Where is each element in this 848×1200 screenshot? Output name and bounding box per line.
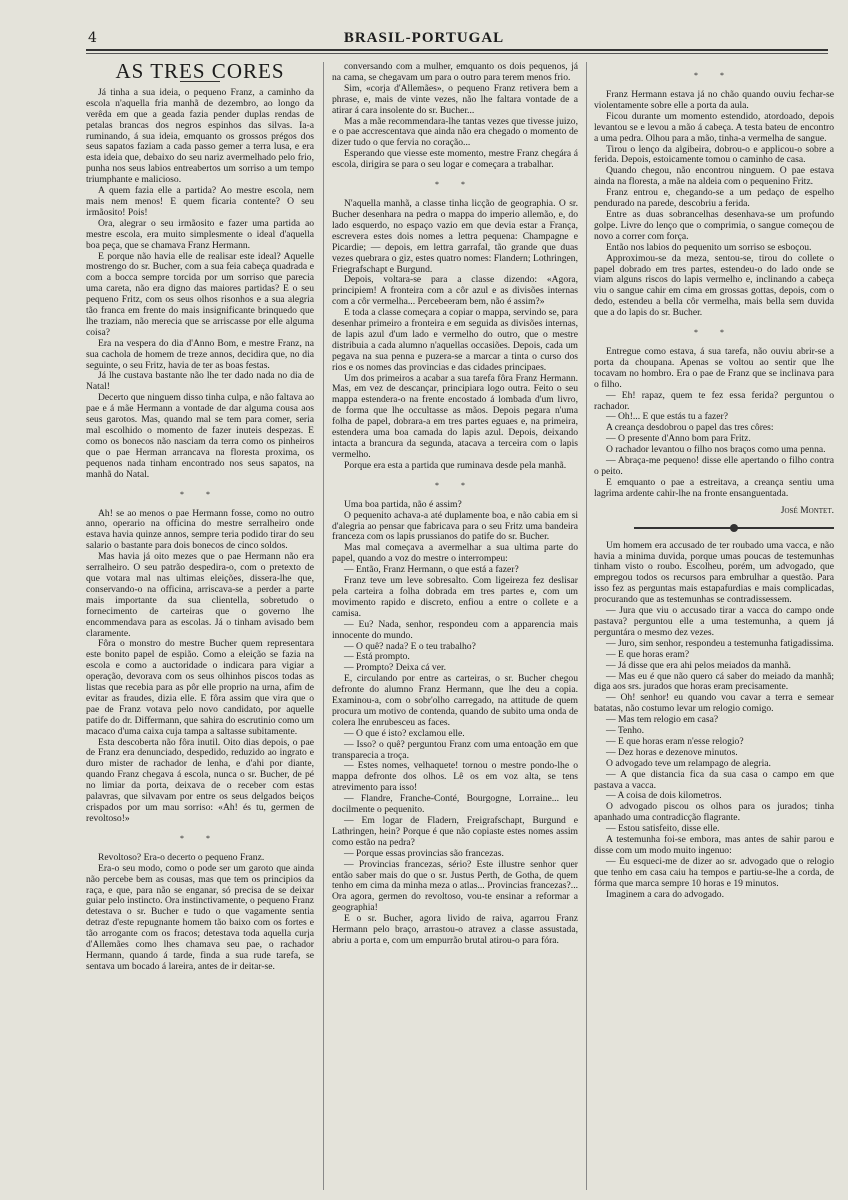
paragraph: — Em logar de Fladern, Freigrafschapt, Burgund e Lathringen, hein? Porque é que não copiaste estes nomes assim como estão na pedra? <box>332 815 578 848</box>
paragraph: E o sr. Bucher, agora livido de raiva, agarrou Franz Hermann pelo braço, arrastou-o atravez a classe assustada, abriu a porta e, com um empurrão brutal atirou-o para fóra. <box>332 913 578 946</box>
paragraph: Mas a mãe recommendara-lhe tantas vezes que tivesse juizo, e o pae accrescentava que ainda não era chegado o momento de dizer tudo o que fervia no coração... <box>332 115 578 149</box>
paragraph: Era-o seu modo, como o pode ser um garoto que ainda não percebe bem as cousas, mas que tem os principios da raça, e que, para não se enganar, só precisa de se deixar guiar pelo instincto. Ora instinctivamente, o pequeno Franz detestava o sr. Bucher e tudo o que vagamente sentia detraz d'este repugnante homem tão baixo com os fortes e tão arrogante com os fracos; detestava toda aquella curja d'Allemães como lhes chamava seu pae, o rachador Hermann, quando á tarde, finda a sua rude tarefa, se sentava um bocado á lareira, antes de ir deitar-se. <box>86 862 314 972</box>
paragraph: — Prompto? Deixa cá ver. <box>344 662 447 674</box>
paragraph: — O que é isto? exclamou elle. <box>344 727 465 739</box>
paragraph: A creança desdobrou o papel das tres côres: <box>606 422 774 434</box>
paragraph: Revoltoso? Era-o decerto o pequeno Franz. <box>98 851 265 863</box>
paragraph: E porque não havia elle de realisar este ideal? Aquelle mostrengo do sr. Bucher, com a sua feia cabeça quadrada e com a bocca sempre torcida por um sorriso que parecia uma careta, não era digno das maiores partidas? E o seu pequeno Fritz, com os seus olhos risonhos e a sua alegria tão franca em frente do mais insignificante brinquedo que lhe traziam, não merecia que se arriscasse por elle alguma coisa? <box>86 250 314 338</box>
col2-paragraphs-c <box>332 500 578 947</box>
paragraph: — A que distancia fica da sua casa o campo em que pastava a vacca. <box>594 768 834 791</box>
paragraph: — Então, Franz Hermann, o que está a fazer? <box>344 564 519 576</box>
paragraph: Mas havia já oito mezes que o pae Hermann não era serralheiro. O seu patrão despedira-o, com o pretexto de que votara mal nas ultimas eleições, dissera-lhe que, conservando-o na officina, arriscava-se a perder a parte mais importante da sua clientella, sobretudo o fornecimento de carteiras que o governo lhe encommendava para as escolas. Já o tinham avisado bem claramente. <box>86 551 314 639</box>
paragraph: — Eu? Nada, senhor, respondeu com a apparencia mais innocente do mundo. <box>332 618 578 641</box>
section-separator: * * <box>694 328 734 338</box>
story-title: AS TRES CORES <box>115 62 285 83</box>
story2-paragraphs <box>594 541 834 901</box>
paragraph: Sim, «corja d'Allemães», o pequeno Franz retivera bem a phrase, e, mais de vinte vezes, não lhe faltara vontade de a atirar á cara insolente do sr. Bucher... <box>332 82 578 116</box>
paragraph: — Oh! senhor! eu quando vou cavar a terra e semear batatas, não costumo levar um relogio comigo. <box>594 692 834 715</box>
paragraph: Depois, voltara-se para a classe dizendo: «Agora, principiem! A fronteira com a côr azul e as divisões internas com a côr vermelha... Percebeeram bem, não é assim?» <box>332 274 578 308</box>
paragraph: Já lhe custava bastante não lhe ter dado nada no dia de Natal! <box>86 370 314 393</box>
paragraph: — Estes nomes, velhaquete! tornou o mestre pondo-lhe o mappa defronte dos olhos. Lê os em voz alta, se tens atrevimento para isso! <box>332 760 578 794</box>
paragraph: O advogado teve um relampago de alegria. <box>606 757 771 769</box>
paragraph: Um homem era accusado de ter roubado uma vacca, e não havia a minima duvida, porque umas poucas de testemunhas tinham visto o roubo. Escolheu, porém, um advogado, que empregou todos os recursos para embrulhar a questão. Para isso fez as perguntas mais estapafurdias e mais complicadas, procurando que as testemunhas se contradissessem. <box>594 539 834 606</box>
paragraph: Ficou durante um momento estendido, atordoado, depois levantou se e levou a mão á cabeça. A testa bateu de encontro a uma pedra. Olhou para a mão, tinha-a vermelha de sangue. <box>594 110 834 144</box>
paragraph: E, circulando por entre as carteiras, o sr. Bucher chegou defronte do alumno Franz Hermann, que lhe deu a copia. Examinou-a, com o sobr'olho carregado, na attitude de quem procura um motivo de contenda, quando de subito uma onda de colera lhe enrubesceu as faces. <box>332 673 578 728</box>
paragraph: Franz Hermann estava já no chão quando ouviu fechar-se violentamente sobre elle a porta da aula. <box>594 89 834 111</box>
story-divider <box>634 523 834 533</box>
paragraph: — Mas tem relogio em casa? <box>606 714 719 726</box>
paragraph: — Juro, sim senhor, respondeu a testemunha fatigadissima. <box>606 637 834 649</box>
paragraph: O pequenito achava-a até duplamente boa, e não cabia em si d'alegria ao pensar que fabricava para o seu Fritz uma bandeira franceza com os lapis prussianos do patife do sr. Bucher. <box>332 509 578 543</box>
paragraph: Já tinha a sua ideia, o pequeno Franz, a caminho da escola n'aquella fria manhã de dezembro, ao longo da verêda em que a geada fazia pender duplas rendas de petalas brancas dos negros espinhos das silvas. Ia-a ruminando, á sua ideia, emquanto os grossos prégos dos seus sapatos faziam a cada passo gemer a terra lusa, e era esta ideia que, debaixo do seu nariz avermelhado pelo frio, punha nos seus labios entreabertos um sorriso a um tempo triumphante e malicioso. <box>86 86 314 186</box>
paragraph: — O presente d'Anno bom para Fritz. <box>606 433 751 445</box>
paragraph: conversando com a mulher, emquanto os dois pequenos, já na cama, se chegavam um para o outro para terem menos frio. <box>332 62 578 83</box>
paragraph: Franz teve um leve sobresalto. Com ligeireza fez deslisar pela carteira a folha dobrada em tres partes e, com um movimento rapido e discreto, enfiou a entre o collete e a camisa. <box>332 575 578 619</box>
col2-paragraphs-b <box>332 199 578 472</box>
paragraph: Tirou o lenço da algibeira, dobrou-o e applicou-o sobre a ferida. Depois, estoicamente tomou o caminho de casa. <box>594 143 834 166</box>
page-number: 4 <box>88 30 97 46</box>
paragraph: — Abraça-me pequeno! disse elle apertando o filho contra o peito. <box>594 455 834 477</box>
paragraph: — Tenho. <box>606 725 645 737</box>
paragraph: Entregue como estava, á sua tarefa, não ouviu abrir-se a porta da choupana. Apenas se voltou ao sentir que lhe tocavam no hombro. Era o pae de Franz que se inclinava para o filho. <box>594 346 834 390</box>
paragraph: O rachador levantou o filho nos braços como uma penna. <box>606 444 826 456</box>
paragraph: — A coisa de dois kilometros. <box>606 790 722 802</box>
paragraph: — Porque essas provincias são francezas. <box>344 847 504 859</box>
paragraph: Imaginem a cara do advogado. <box>606 888 725 900</box>
col1-paragraphs <box>86 88 314 973</box>
paragraph: E toda a classe começara a copiar o mappa, servindo se, para desenhar primeiro a fronteira e em seguida as divisões internas, de lapis azul d'um lado e vermelho do outro, que o mestre distribuia a cada alumno n'aquellas occasiões. Depois, cada um pegava na sua penna e puzera-se a marcar a tinta o curso dos rios e os nomes das provincias e das cidades principaes. <box>332 307 578 373</box>
column-3 <box>594 62 834 1190</box>
paragraph: Approximou-se da meza, sentou-se, tirou do collete o papel dobrado em tres partes, estendeu-o do lado onde se viam alguns riscos do lapis vermelho e, inclinando a cabeça viu o sangue cahir em cima em grossas gottas, depois, com o dedo, estendeu a bella côr vermelha, mais bella sem duvida que a do lapis do sr. Bucher. <box>594 252 834 319</box>
publication-title: BRASIL-PORTUGAL <box>343 30 505 46</box>
section-separator: * * <box>180 489 220 499</box>
paragraph: E emquanto o pae a estreitava, a creança sentiu uma lagrima ardente cahir-lhe na fronte ensanguentada. <box>594 476 834 499</box>
paragraph: Ah! se ao menos o pae Hermann fosse, como no outro anno, operario na officina do mestre serralheiro onde estava havia quinze annos, sempre teria podido tirar do seu salario o bastante para dois bonecos de cinco soldos. <box>86 507 314 552</box>
header-rule <box>86 49 828 51</box>
paragraph: — Já disse que era ahi pelos meiados da manhã. <box>606 659 791 671</box>
paragraph: — Flandre, Franche-Conté, Bourgogne, Lorraine... leu docilmente o pequenito. <box>332 793 578 816</box>
paragraph: — Eu esqueci-me de dizer ao sr. advogado que o relogio que tenho em casa caiu ha tempos e partiu-se-lhe a corda, de fórma que marca sempre 10 horas e 19 minutos. <box>594 855 834 889</box>
col2-paragraphs-a <box>332 62 578 171</box>
paragraph: — Dez horas e dezenove minutos. <box>606 746 738 758</box>
paragraph: Então nos labios do pequenito um sorriso se esboçou. <box>606 241 812 253</box>
paragraph: Era na vespera do dia d'Anno Bom, e mestre Franz, na sua cachola de homem de treze annos, decidira que, no dia seguinte, o seu Fritz, havia de ter as boas festas. <box>86 337 314 371</box>
paragraph: Mas mal começava a avermelhar a sua ultima parte do papel, quando a voz do mestre o interrompeu: <box>332 542 578 565</box>
paragraph: Fôra o monstro do mestre Bucher quem representara este bonito papel de espião. Como a eleição se fazia na escola e como a auctoridade o indicara para vigiar a operação, devorava com os seus olhinhos piscos todas as listas que recebia para as pôr elle proprio na urna, afim de evitar as fraudes, dizia elle. E fôra assim que vira que o pae de Franz votava pelo novo candidato, por aquelle patife do dr. Differmann, que sahira do escrutinio como um macaco d'uma caixa cuja tampa a saltasse subitamente. <box>86 638 314 737</box>
paragraph: Esta descoberta não fôra inutil. Oito dias depois, o pae de Franz era denunciado, despedido, reduzido ao ingrato e duro mister de rachador de lenha, e d'ahi por diante, quando Franz chegava á escola, nunca o sr. Bucher, de pé no limiar da porta, deixava de o receber com estas palavras, que silvavam por entre os seus delgados beiços crispados por um mau sorriso: «Ah! és tu, germen de revoltoso!» <box>86 736 314 824</box>
paragraph: — Isso? o quê? perguntou Franz com uma entoação em que transparecia a troça. <box>332 738 578 761</box>
paragraph: Quando chegou, não encontrou ninguem. O pae estava ainda na floresta, a mãe na aldeia com o pequenino Fritz. <box>594 165 834 188</box>
paragraph: Entre as duas sobrancelhas desenhava-se um profundo golpe. Livre do lenço que o comprimia, o sangue começou de novo a correr com força. <box>594 208 834 242</box>
paragraph: — E que horas eram? <box>606 648 690 660</box>
paragraph: Uma boa partida, não é assim? <box>344 498 462 510</box>
paragraph: N'aquella manhã, a classe tinha licção de geographia. O sr. Bucher desenhara na pedra o mappa do imperio allemão, e, do lado esquerdo, no espaço vazio em que devia estar a França, escrevera estes dois nomes a lettra pequena: Champagne e Picardie; — depois, em lettra garrafal, tão grande que duas vezes quebrara o giz, estes quatro nomes: Flandern; Lothringen, Friegrafschapt e Burgund. <box>332 198 578 275</box>
paragraph: — Estou satisfeito, disse elle. <box>606 823 720 835</box>
paragraph: Porque era esta a partida que ruminava desde pela manhã. <box>344 459 567 471</box>
col3-paragraphs-b <box>594 347 834 500</box>
paragraph: — Eh! rapaz, quem te fez essa ferida? perguntou o rachador. <box>594 389 834 412</box>
column-divider <box>323 62 324 1190</box>
paragraph: Ora, alegrar o seu irmãosito e fazer uma partida ao mestre escola, era muito simplesmente o ideal d'aquella boa peça, que se chamava Franz Hermann. <box>86 217 314 251</box>
section-separator: * * <box>694 71 734 80</box>
header-rule-thin <box>86 53 828 54</box>
paragraph: — Jura que viu o accusado tirar a vacca do campo onde pastava? perguntou elle a uma testemunha, a quem já perguntára o mesmo dez vezes. <box>594 605 834 638</box>
section-separator: * * <box>180 833 220 843</box>
paragraph: — Provincias francezas, sério? Este illustre senhor quer então saber mais do que o sr. Justus Perth, de Gotha, de quem tenho em cima da minha meza o atlas... Provincias francezas?... Ora agora, germen do revoltoso, vou-te ensinar a reformar a geographia! <box>332 858 578 914</box>
column-divider <box>586 62 587 1190</box>
paragraph: Esperando que viesse este momento, mestre Franz chegára á escola, dirigira se para o seu logar e começara a trabalhar. <box>332 148 578 171</box>
paragraph: — Mas eu é que não quero cá saber do meiado da manhã; diga aos srs. jurados que horas eram precisamente. <box>594 670 834 693</box>
paragraph: A testemunha foi-se embora, mas antes de sahir parou e disse com um modo muito ingenuo: <box>594 834 834 856</box>
author-signature: José Montet. <box>780 504 834 516</box>
section-separator: * * <box>435 480 475 490</box>
col3-paragraphs-a <box>594 90 834 319</box>
paragraph: — Está prompto. <box>344 651 410 663</box>
paragraph: — Oh!... E que estás tu a fazer? <box>606 411 729 423</box>
paragraph: Um dos primeiros a acabar a sua tarefa fôra Franz Hermann. Mas, em vez de descançar, principiara logo outra. Feito o seu mappa estendera-o na frente encostado á lombada d'um livro, de forma que lhe occultasse as mãos. Depois pegara n'uma folha de papel, dobrara-a em tres partes eguaes e, na primeira, estendera uma boa camada do lapis azul. Depois, deixando intacta a brancura da segunda, atacava a terceira com o lapis vermelho. <box>332 372 578 460</box>
column-2 <box>332 62 578 1190</box>
column-1 <box>86 62 314 1190</box>
paragraph: A quem fazia elle a partida? Ao mestre escola, nem mais nem menos! E quem ficaria contente? O seu irmãosito! Pois! <box>86 185 314 218</box>
paragraph: Franz entrou e, chegando-se a um pedaço de espelho pendurado na parede, descobriu a ferida. <box>594 187 834 210</box>
paragraph: Decerto que ninguem disso tinha culpa, e não faltava ao pae e á mãe Hermann a vontade de dar alguma cousa aos seus garotos. Mas, quando mal se tem para comer, seria mal escolhido o momento de fazer inuteis despezas. E como os bonecos não nasciam da terra como os pinheiros que o pae Herman arrancava na floresta proxima, os pequenos nada tinham encontrado nos seus sapatos, na manhã do Natal. <box>86 392 314 480</box>
paragraph: — O quê? nada? E o teu trabalho? <box>344 640 476 652</box>
paragraph: — E que horas eram n'esse relogio? <box>606 735 744 747</box>
paragraph: O advogado piscou os olhos para os jurados; tinha apanhado uma contradicção flagrante. <box>594 801 834 824</box>
section-separator: * * <box>435 180 475 190</box>
